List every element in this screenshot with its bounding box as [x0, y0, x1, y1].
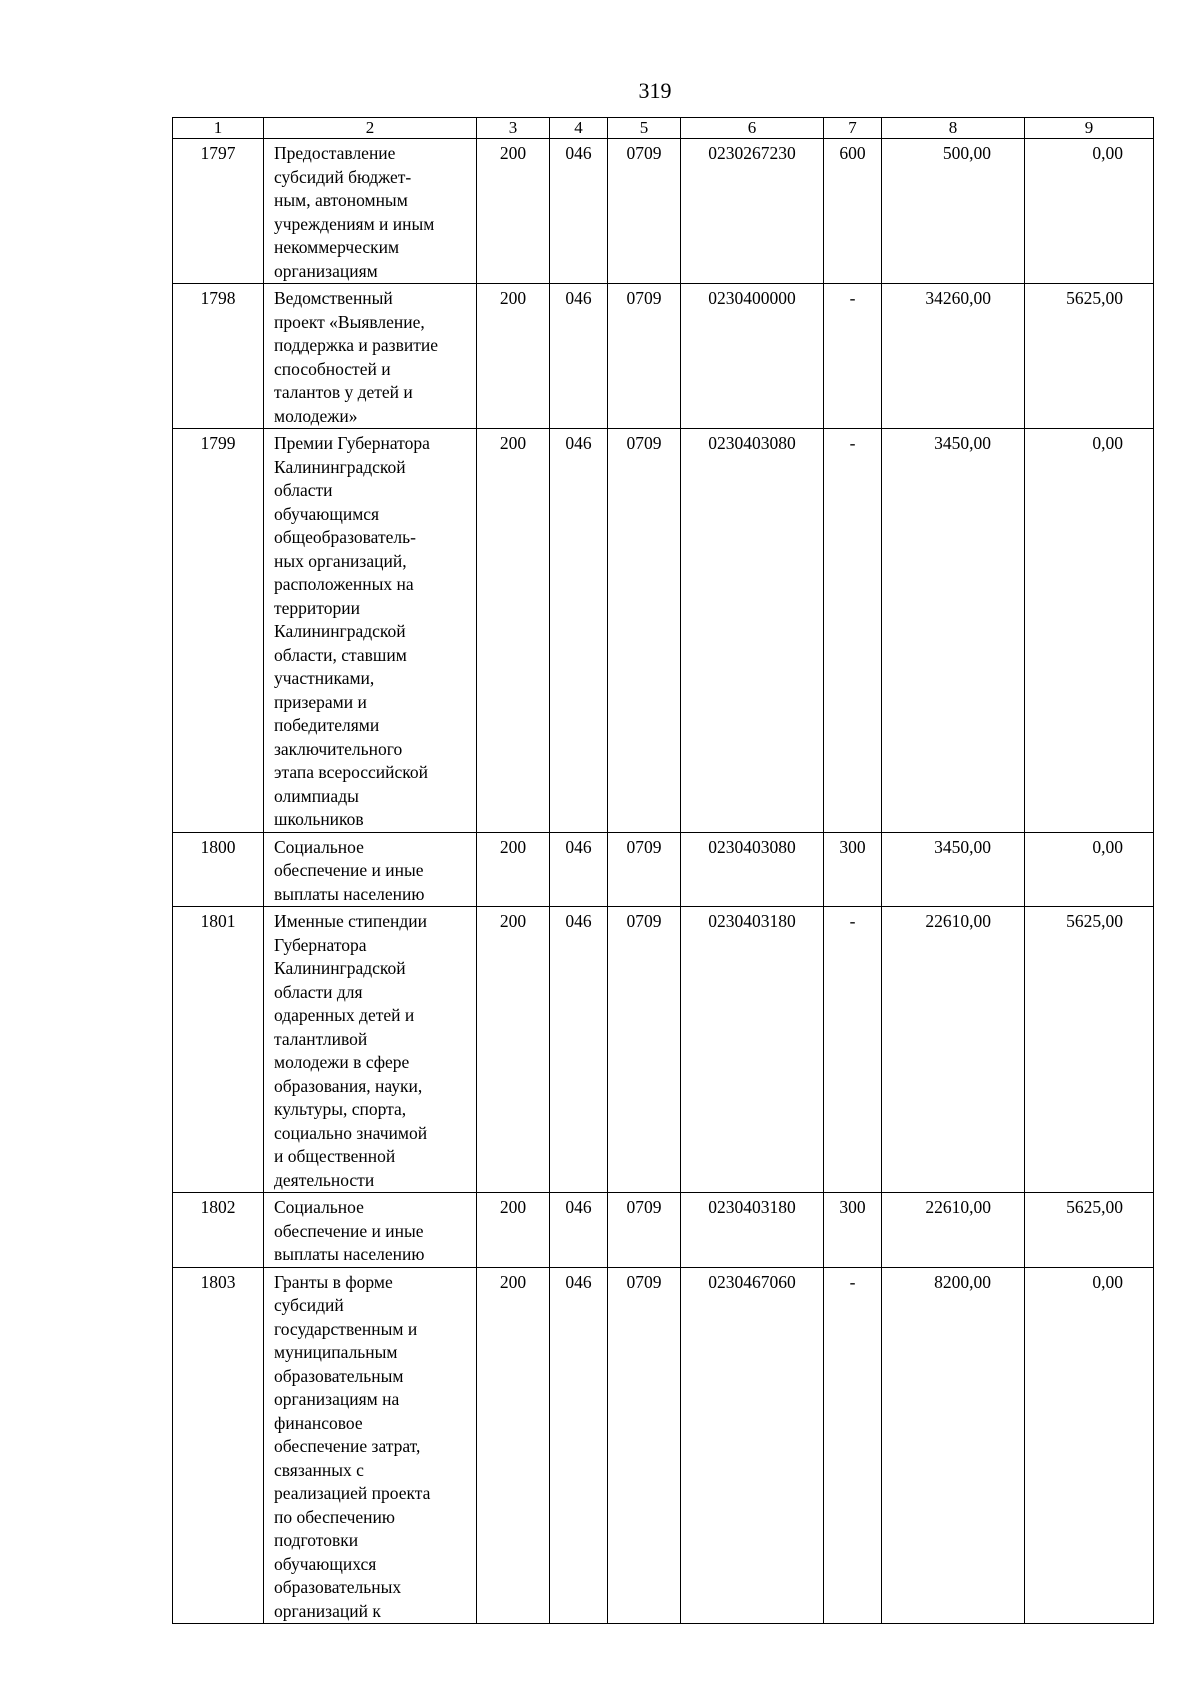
col-8-amount: 8200,00: [882, 1267, 1025, 1624]
row-name-line: способностей и: [274, 358, 391, 379]
row-name-line: участниками,: [274, 668, 375, 688]
col-8-amount: 22610,00: [882, 907, 1025, 1193]
col-7-value: -: [824, 284, 882, 429]
row-name-line: олимпиады: [274, 785, 359, 806]
row-number: 1803: [173, 1267, 264, 1624]
row-number: 1802: [173, 1193, 264, 1268]
col-6-value: 0230400000: [681, 284, 824, 429]
table-row: [173, 832, 1154, 907]
col-9-amount: 0,00: [1025, 832, 1154, 907]
row-name-line: ных организаций,: [274, 550, 407, 571]
row-name-line: Премии Губернатора: [274, 433, 430, 453]
col-9-amount: 0,00: [1025, 429, 1154, 833]
row-number: 1797: [173, 139, 264, 284]
header-cell-7: 7: [824, 118, 882, 139]
col-6-value: 0230403080: [681, 429, 824, 833]
row-name: [264, 139, 477, 284]
row-name-line: культуры, спорта,: [274, 1099, 407, 1119]
row-name-line: субсидий: [274, 1295, 344, 1315]
col-3-value: 200: [477, 1267, 550, 1624]
col-9-amount: 5625,00: [1025, 907, 1154, 1193]
page-number: 319: [638, 78, 672, 103]
col-6-value: 0230403080: [681, 832, 824, 907]
row-name: [264, 284, 477, 429]
row-name-line: обеспечение и иные: [274, 860, 424, 880]
col-3-value: 200: [477, 139, 550, 284]
row-name-line: обеспечение затрат,: [274, 1436, 421, 1456]
col-3-value: 200: [477, 832, 550, 907]
header-cell-5: 5: [608, 118, 681, 139]
col-5-value: 0709: [608, 1193, 681, 1268]
table-row: [173, 1267, 1154, 1624]
row-name-line: организациям: [274, 260, 378, 281]
row-name-line: субсидий бюджет-: [274, 166, 412, 187]
col-5-value: 0709: [608, 907, 681, 1193]
col-5-value: 0709: [608, 284, 681, 429]
col-8-amount: 500,00: [882, 139, 1025, 284]
col-8-amount: 3450,00: [882, 832, 1025, 907]
row-number: 1800: [173, 832, 264, 907]
col-9-amount: 0,00: [1025, 139, 1154, 284]
row-name-line: школьников: [274, 809, 364, 829]
row-name-line: Губернатора: [274, 934, 367, 955]
col-9-amount: 0,00: [1025, 1267, 1154, 1624]
col-6-value: 0230403180: [681, 907, 824, 1193]
col-7-value: -: [824, 907, 882, 1193]
table-row: [173, 907, 1154, 1193]
header-cell-8: 8: [882, 118, 1025, 139]
row-name-line: выплаты населению: [274, 1244, 425, 1264]
row-name-line: обеспечение и иные: [274, 1220, 424, 1241]
row-name-line: Гранты в форме: [274, 1271, 393, 1292]
row-name-line: Ведомственный: [274, 288, 393, 308]
col-7-value: 600: [824, 139, 882, 284]
col-9-amount: 5625,00: [1025, 1193, 1154, 1268]
col-4-value: 046: [550, 429, 608, 833]
row-name-line: организациям на: [274, 1389, 400, 1409]
row-name-line: выплаты населению: [274, 883, 425, 904]
row-name-line: обучающихся: [274, 1553, 377, 1574]
row-name-line: области, ставшим: [274, 644, 407, 665]
col-6-value: 0230467060: [681, 1267, 824, 1624]
row-number: 1798: [173, 284, 264, 429]
row-name-line: муниципальным: [274, 1342, 398, 1362]
col-4-value: 046: [550, 1267, 608, 1624]
col-5-value: 0709: [608, 1267, 681, 1624]
col-7-value: -: [824, 1267, 882, 1624]
row-name-line: реализацией проекта: [274, 1483, 431, 1503]
row-name-line: связанных с: [274, 1459, 364, 1480]
row-name-line: территории: [274, 597, 360, 618]
row-name-line: расположенных на: [274, 574, 414, 594]
header-cell-4: 4: [550, 118, 608, 139]
col-7-value: 300: [824, 1193, 882, 1268]
row-name-line: по обеспечению: [274, 1506, 395, 1527]
row-name-line: организаций к: [274, 1600, 381, 1621]
table-row: [173, 429, 1154, 833]
row-name-line: поддержка и развитие: [274, 335, 438, 355]
header-cell-3: 3: [477, 118, 550, 139]
row-name-line: области для: [274, 981, 363, 1002]
row-number: 1801: [173, 907, 264, 1193]
row-name-line: обучающимся: [274, 503, 380, 524]
row-name-line: общеобразователь-: [274, 527, 416, 547]
col-7-value: -: [824, 429, 882, 833]
header-row: [173, 118, 1154, 139]
row-name-line: и общественной: [274, 1146, 396, 1166]
header-cell-1: 1: [173, 118, 264, 139]
col-6-value: 0230403180: [681, 1193, 824, 1268]
row-name-line: Калининградской: [274, 621, 406, 641]
col-5-value: 0709: [608, 139, 681, 284]
row-name-line: призерами и: [274, 691, 367, 712]
row-name-line: Социальное: [274, 836, 364, 857]
table-row: [173, 284, 1154, 429]
row-name-line: Предоставление: [274, 143, 396, 163]
row-name-line: Калининградской: [274, 958, 406, 978]
col-3-value: 200: [477, 284, 550, 429]
row-name-line: учреждениям и иным: [274, 213, 435, 234]
budget-table: [172, 117, 1154, 1624]
col-3-value: 200: [477, 907, 550, 1193]
row-name: [264, 1267, 477, 1624]
col-9-amount: 5625,00: [1025, 284, 1154, 429]
col-7-value: 300: [824, 832, 882, 907]
table-row: [173, 139, 1154, 284]
row-name: [264, 832, 477, 907]
row-name-line: образовательным: [274, 1365, 404, 1386]
col-4-value: 046: [550, 284, 608, 429]
row-name-line: заключительного: [274, 738, 403, 759]
row-name: [264, 429, 477, 833]
col-4-value: 046: [550, 139, 608, 284]
col-8-amount: 34260,00: [882, 284, 1025, 429]
header-cell-9: 9: [1025, 118, 1154, 139]
row-name-line: талантливой: [274, 1028, 368, 1049]
row-name-line: Именные стипендии: [274, 911, 428, 931]
row-number: 1799: [173, 429, 264, 833]
col-3-value: 200: [477, 1193, 550, 1268]
row-name-line: молодежи в сфере: [274, 1052, 410, 1072]
row-name-line: талантов у детей и: [274, 382, 413, 402]
row-name-line: проект «Выявление,: [274, 311, 425, 332]
col-3-value: 200: [477, 429, 550, 833]
row-name-line: молодежи»: [274, 405, 358, 426]
header-cell-2: 2: [264, 118, 477, 139]
col-6-value: 0230267230: [681, 139, 824, 284]
row-name-line: государственным и: [274, 1318, 418, 1339]
col-5-value: 0709: [608, 429, 681, 833]
row-name-line: Социальное: [274, 1197, 364, 1217]
col-4-value: 046: [550, 907, 608, 1193]
row-name-line: подготовки: [274, 1530, 359, 1550]
row-name-line: деятельности: [274, 1169, 375, 1190]
table-row: [173, 1193, 1154, 1268]
row-name-line: образования, науки,: [274, 1075, 423, 1096]
row-name-line: ным, автономным: [274, 190, 408, 210]
row-name-line: области: [274, 480, 333, 500]
header-cell-6: 6: [681, 118, 824, 139]
col-8-amount: 3450,00: [882, 429, 1025, 833]
row-name-line: социально значимой: [274, 1122, 428, 1143]
row-name-line: этапа всероссийской: [274, 762, 429, 782]
row-name-line: образовательных: [274, 1577, 402, 1597]
row-name-line: финансовое: [274, 1412, 363, 1433]
col-4-value: 046: [550, 1193, 608, 1268]
col-4-value: 046: [550, 832, 608, 907]
row-name-line: одаренных детей и: [274, 1005, 415, 1025]
row-name-line: победителями: [274, 715, 380, 735]
row-name: [264, 1193, 477, 1268]
col-5-value: 0709: [608, 832, 681, 907]
row-name-line: Калининградской: [274, 456, 406, 477]
row-name-line: некоммерческим: [274, 237, 400, 257]
row-name: [264, 907, 477, 1193]
col-8-amount: 22610,00: [882, 1193, 1025, 1268]
